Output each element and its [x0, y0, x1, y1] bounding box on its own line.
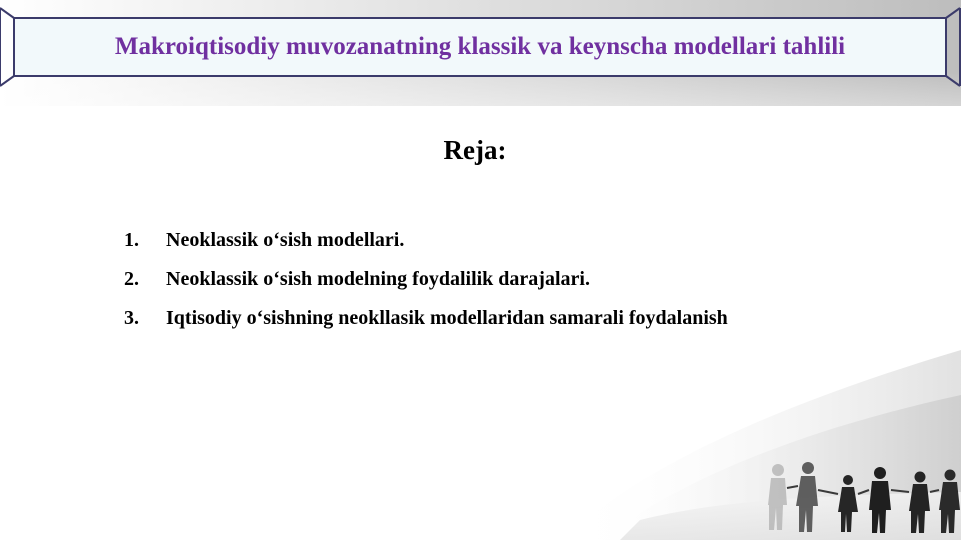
plan-item-number: 1.	[124, 229, 139, 251]
plan-item-text: Iqtisodiy o‘sishning neokllasik modellaridan samarali foydalanish	[166, 307, 728, 329]
plan-item-text: Neoklassik o‘sish modellari.	[166, 229, 405, 251]
plan-item-number: 2.	[124, 268, 139, 290]
plan-heading: Reja:	[443, 135, 507, 165]
slide-title: Makroiqtisodiy muvozanatning klassik va keynscha modellari tahlili	[114, 33, 846, 60]
plan-item-text: Neoklassik o‘sish modelning foydalilik darajalari.	[166, 268, 590, 290]
plan-item-number: 3.	[124, 307, 139, 329]
